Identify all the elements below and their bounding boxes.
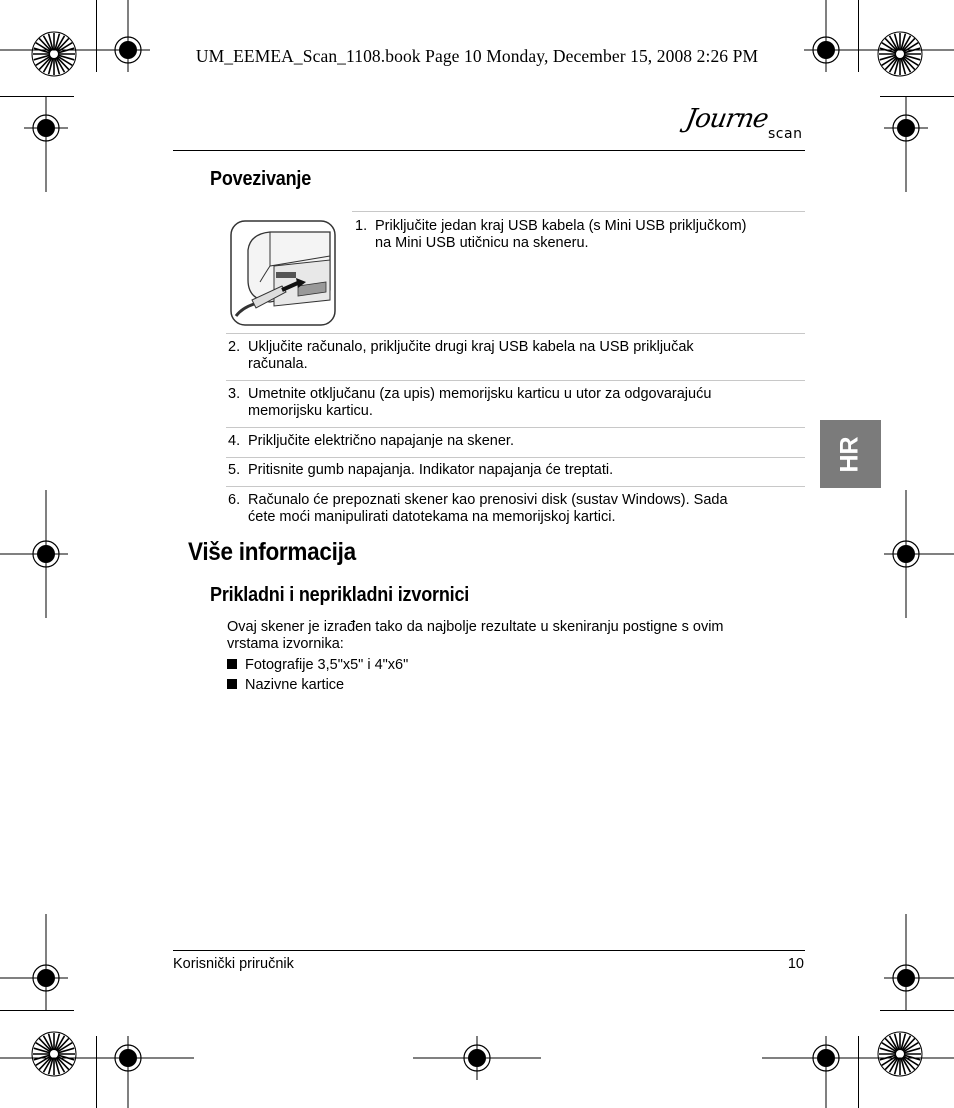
logo-script: Journe	[683, 104, 771, 134]
step-text: Pritisnite gumb napajanja. Indikator napajanja će treptati.	[248, 462, 614, 478]
journe-scan-logo	[683, 104, 808, 150]
rule-step6-top	[226, 486, 805, 487]
rule-step3-top	[226, 380, 805, 381]
rule-step5-top	[226, 457, 805, 458]
heading-prikladni-izvornici: Prikladni i neprikladni izvornici	[210, 584, 470, 606]
step-number: 3.	[228, 386, 241, 402]
rule-step2-top	[226, 333, 805, 334]
heading-povezivanje: Povezivanje	[210, 168, 312, 190]
logo-scan: scan	[768, 126, 803, 142]
step-number: 5.	[228, 462, 241, 478]
bullet-square-icon	[227, 659, 237, 669]
bullet-item: Fotografije 3,5"x5" i 4"x6"	[227, 657, 408, 674]
step-text: Umetnite otključanu (za upis) memorijsku karticu u utor za odgovarajuću memorijsku karticu.	[248, 386, 712, 419]
bullet-item: Nazivne kartice	[227, 677, 344, 694]
step-number: 2.	[228, 339, 241, 355]
heading-vise-informacija: Više informacija	[188, 538, 356, 566]
rule-step4-top	[226, 427, 805, 428]
step-number: 6.	[228, 492, 241, 508]
rule-step1-top	[352, 211, 805, 212]
header-rule	[173, 150, 805, 151]
page-number: 10	[787, 956, 804, 972]
step-number: 4.	[228, 433, 241, 449]
footer-rule	[173, 950, 805, 951]
footer-title: Korisnički priručnik	[173, 956, 294, 972]
bullet-square-icon	[227, 679, 237, 689]
language-tab	[820, 420, 881, 488]
step-text: Računalo će prepoznati skener kao prenosivi disk (sustav Windows). Sada ćete moći manipulirati datotekama na memorijskoj kartici.	[248, 492, 728, 525]
step-text: Priključite električno napajanje na skener.	[248, 433, 514, 449]
language-tab-label: HR	[835, 435, 864, 473]
step-number: 1.	[355, 218, 368, 234]
print-slug: UM_EEMEA_Scan_1108.book Page 10 Monday, December 15, 2008 2:26 PM	[195, 46, 759, 66]
usb-connection-illustration	[230, 220, 336, 326]
intro-paragraph: Ovaj skener je izrađen tako da najbolje rezultate u skeniranju postigne s ovim vrstama izvornika:	[227, 619, 724, 652]
step-text: Uključite računalo, priključite drugi kraj USB kabela na USB priključak računala.	[248, 339, 694, 372]
step-text: Priključite jedan kraj USB kabela (s Mini USB priključkom) na Mini USB utičnicu na skeneru.	[375, 218, 747, 251]
